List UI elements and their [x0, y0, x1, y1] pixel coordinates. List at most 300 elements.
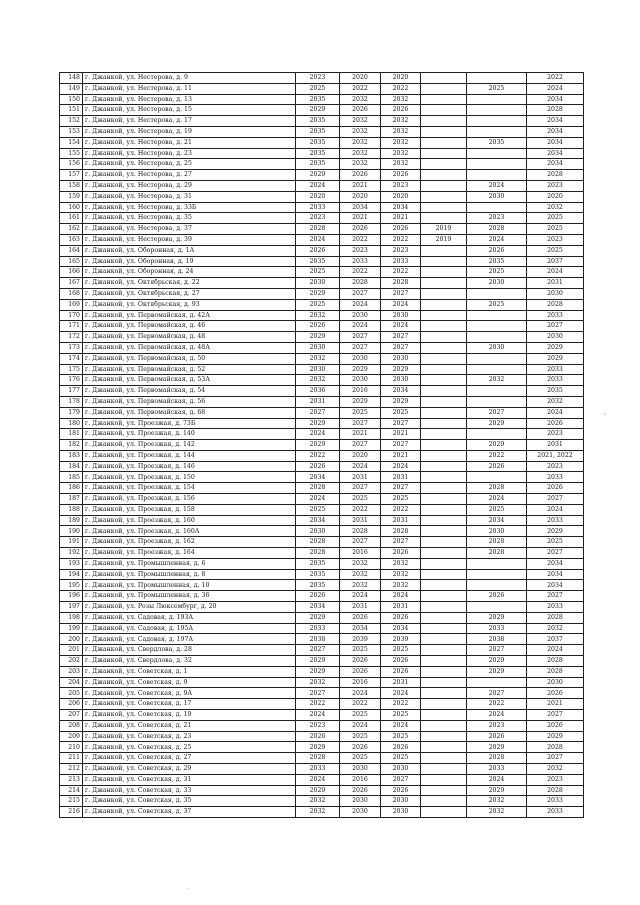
year-cell-6: 2034 [527, 159, 584, 170]
year-cell-3: 2026 [381, 742, 421, 753]
table-row [60, 677, 584, 688]
year-cell-3: 2024 [381, 461, 421, 472]
table-row [60, 224, 584, 235]
year-cell-5: 2027 [467, 407, 527, 418]
year-cell-5: 2023 [467, 213, 527, 224]
year-cell-2: 2029 [340, 364, 381, 375]
row-number-cell: 188 [60, 504, 83, 515]
year-cell-6: 2027 [527, 710, 584, 721]
table-row [60, 321, 584, 332]
year-cell-6: 2037 [527, 256, 584, 267]
year-cell-2: 2030 [340, 375, 381, 386]
row-number-cell: 161 [60, 213, 83, 224]
year-cell-6: 2027 [527, 753, 584, 764]
address-cell: г. Джанкой, ул. Нестерова, д. 13 [83, 94, 296, 105]
year-cell-6: 2023 [527, 234, 584, 245]
year-cell-2: 2032 [340, 569, 381, 580]
year-cell-2: 2021 [340, 429, 381, 440]
address-cell: г. Джанкой, ул. Проезжая, д. 156 [83, 494, 296, 505]
scan-mark: ' [604, 412, 606, 420]
address-cell: г. Джанкой, ул. Розы Люксембург, д. 20 [83, 602, 296, 613]
address-cell: г. Джанкой, ул. Садовая, д. 193А [83, 612, 296, 623]
year-cell-2: 2028 [340, 526, 381, 537]
year-cell-2: 2026 [340, 224, 381, 235]
row-number-cell: 183 [60, 450, 83, 461]
year-cell-6: 2033 [527, 807, 584, 818]
table-row [60, 591, 584, 602]
year-cell-5: 2032 [467, 807, 527, 818]
year-cell-2: 2022 [340, 504, 381, 515]
year-cell-6: 2020 [527, 191, 584, 202]
row-number-cell: 148 [60, 73, 83, 84]
year-cell-1: 2032 [296, 796, 340, 807]
address-cell: г. Джанкой, ул. Советская, д. 31 [83, 774, 296, 785]
address-cell: г. Джанкой, ул. Свердлова, д. 32 [83, 656, 296, 667]
table-row [60, 515, 584, 526]
year-cell-5 [467, 170, 527, 181]
year-cell-1: 2028 [296, 548, 340, 559]
year-cell-3: 2026 [381, 548, 421, 559]
address-cell: г. Джанкой, ул. Нестерова, д. 31 [83, 191, 296, 202]
address-cell: г. Джанкой, ул. Советская, д. 35 [83, 796, 296, 807]
year-cell-2: 2016 [340, 548, 381, 559]
year-cell-6: 2034 [527, 569, 584, 580]
table-row [60, 245, 584, 256]
year-cell-6: 2021, 2022 [527, 450, 584, 461]
year-cell-6: 2028 [527, 785, 584, 796]
address-cell: г. Джанкой, ул. Советская, д. 37 [83, 807, 296, 818]
row-number-cell: 182 [60, 440, 83, 451]
year-cell-3: 2024 [381, 321, 421, 332]
year-cell-3: 2026 [381, 105, 421, 116]
year-cell-3: 2034 [381, 623, 421, 634]
year-cell-1: 2032 [296, 375, 340, 386]
row-number-cell: 195 [60, 580, 83, 591]
table-row [60, 504, 584, 515]
year-cell-3: 2030 [381, 353, 421, 364]
address-cell: г. Джанкой, ул. Советская, д. 1 [83, 666, 296, 677]
year-cell-3: 2020 [381, 73, 421, 84]
year-cell-6: 2028 [527, 105, 584, 116]
address-cell: г. Джанкой, ул. Октябрьская, д. 27 [83, 288, 296, 299]
year-cell-5: 2033 [467, 623, 527, 634]
address-cell: г. Джанкой, ул. Проезжая, д. 73Б [83, 418, 296, 429]
year-cell-5: 2030 [467, 278, 527, 289]
year-cell-3: 2027 [381, 483, 421, 494]
year-cell-2: 2016 [340, 774, 381, 785]
year-cell-6: 2032 [527, 764, 584, 775]
year-cell-3: 2026 [381, 785, 421, 796]
year-cell-3: 2024 [381, 299, 421, 310]
year-cell-6: 2032 [527, 623, 584, 634]
year-cell-3: 2032 [381, 94, 421, 105]
year-cell-6: 2037 [527, 634, 584, 645]
row-number-cell: 198 [60, 612, 83, 623]
row-number-cell: 156 [60, 159, 83, 170]
year-cell-4 [421, 310, 467, 321]
year-cell-5 [467, 396, 527, 407]
year-cell-4 [421, 342, 467, 353]
year-cell-3: 2021 [381, 450, 421, 461]
year-cell-6: 2033 [527, 796, 584, 807]
year-cell-6: 2033 [527, 310, 584, 321]
year-cell-6: 2027 [527, 591, 584, 602]
year-cell-5: 2029 [467, 440, 527, 451]
table-row [60, 785, 584, 796]
year-cell-1: 2026 [296, 591, 340, 602]
year-cell-5: 2026 [467, 591, 527, 602]
year-cell-1: 2029 [296, 105, 340, 116]
year-cell-3: 2034 [381, 386, 421, 397]
year-cell-5: 2026 [467, 245, 527, 256]
year-cell-4 [421, 450, 467, 461]
row-number-cell: 152 [60, 116, 83, 127]
year-cell-3: 2033 [381, 256, 421, 267]
address-cell: г. Джанкой, ул. Промышленная, д. 10 [83, 580, 296, 591]
year-cell-2: 2016 [340, 386, 381, 397]
year-cell-2: 2021 [340, 180, 381, 191]
row-number-cell: 202 [60, 656, 83, 667]
address-cell: г. Джанкой, ул. Проезжая, д. 144 [83, 450, 296, 461]
year-cell-5 [467, 202, 527, 213]
table-row [60, 720, 584, 731]
year-cell-3: 2032 [381, 148, 421, 159]
year-cell-5: 2024 [467, 494, 527, 505]
row-number-cell: 197 [60, 602, 83, 613]
row-number-cell: 191 [60, 537, 83, 548]
year-cell-4 [421, 256, 467, 267]
table-row [60, 764, 584, 775]
year-cell-6: 2026 [527, 720, 584, 731]
year-cell-1: 2034 [296, 602, 340, 613]
year-cell-1: 2033 [296, 764, 340, 775]
table-row [60, 202, 584, 213]
year-cell-1: 2024 [296, 710, 340, 721]
row-number-cell: 214 [60, 785, 83, 796]
year-cell-1: 2031 [296, 396, 340, 407]
row-number-cell: 208 [60, 720, 83, 731]
year-cell-6: 2034 [527, 94, 584, 105]
table-row [60, 116, 584, 127]
year-cell-3: 2022 [381, 267, 421, 278]
row-number-cell: 207 [60, 710, 83, 721]
year-cell-6: 2028 [527, 612, 584, 623]
table-row [60, 548, 584, 559]
table-row [60, 364, 584, 375]
year-cell-1: 2035 [296, 569, 340, 580]
year-cell-1: 2033 [296, 202, 340, 213]
table-row [60, 623, 584, 634]
table-row [60, 396, 584, 407]
year-cell-4 [421, 548, 467, 559]
year-cell-4 [421, 94, 467, 105]
row-number-cell: 165 [60, 256, 83, 267]
year-cell-4 [421, 602, 467, 613]
year-cell-2: 2024 [340, 688, 381, 699]
year-cell-6: 2022 [527, 73, 584, 84]
row-number-cell: 171 [60, 321, 83, 332]
table-row [60, 796, 584, 807]
year-cell-5 [467, 321, 527, 332]
address-cell: г. Джанкой, ул. Нестерова, д. 35 [83, 213, 296, 224]
year-cell-3: 2024 [381, 591, 421, 602]
year-cell-6: 2033 [527, 472, 584, 483]
year-cell-6: 2030 [527, 677, 584, 688]
year-cell-3: 2032 [381, 137, 421, 148]
year-cell-4 [421, 753, 467, 764]
row-number-cell: 174 [60, 353, 83, 364]
row-number-cell: 158 [60, 180, 83, 191]
row-number-cell: 163 [60, 234, 83, 245]
year-cell-5: 2028 [467, 224, 527, 235]
year-cell-2: 2016 [340, 677, 381, 688]
year-cell-5: 2032 [467, 796, 527, 807]
row-number-cell: 164 [60, 245, 83, 256]
year-cell-5: 2027 [467, 688, 527, 699]
year-cell-3: 2030 [381, 310, 421, 321]
year-cell-6: 2034 [527, 137, 584, 148]
year-cell-3: 2022 [381, 699, 421, 710]
year-cell-4 [421, 612, 467, 623]
year-cell-2: 2027 [340, 332, 381, 343]
address-cell: г. Джанкой, ул. Проезжая, д. 158 [83, 504, 296, 515]
address-cell: г. Джанкой, ул. Нестерова, д. 15 [83, 105, 296, 116]
year-cell-5 [467, 558, 527, 569]
year-cell-6: 2033 [527, 515, 584, 526]
year-cell-1: 2029 [296, 170, 340, 181]
year-cell-5 [467, 288, 527, 299]
year-cell-1: 2022 [296, 450, 340, 461]
table-row [60, 105, 584, 116]
table-row [60, 213, 584, 224]
year-cell-5 [467, 148, 527, 159]
address-cell: г. Джанкой, ул. Нестерова, д. 11 [83, 83, 296, 94]
year-cell-4 [421, 688, 467, 699]
year-cell-4 [421, 332, 467, 343]
row-number-cell: 205 [60, 688, 83, 699]
year-cell-5 [467, 73, 527, 84]
table-row [60, 537, 584, 548]
year-cell-6: 2032 [527, 396, 584, 407]
year-cell-5: 2028 [467, 548, 527, 559]
year-cell-4 [421, 396, 467, 407]
row-number-cell: 169 [60, 299, 83, 310]
year-cell-2: 2022 [340, 699, 381, 710]
year-cell-1: 2026 [296, 461, 340, 472]
year-cell-5 [467, 94, 527, 105]
year-cell-2: 2021 [340, 213, 381, 224]
row-number-cell: 204 [60, 677, 83, 688]
year-cell-4 [421, 774, 467, 785]
year-cell-4 [421, 170, 467, 181]
year-cell-1: 2029 [296, 785, 340, 796]
year-cell-4 [421, 126, 467, 137]
row-number-cell: 154 [60, 137, 83, 148]
row-number-cell: 149 [60, 83, 83, 94]
year-cell-4 [421, 105, 467, 116]
year-cell-4 [421, 386, 467, 397]
row-number-cell: 151 [60, 105, 83, 116]
year-cell-4 [421, 656, 467, 667]
year-cell-6: 2034 [527, 558, 584, 569]
year-cell-3: 2027 [381, 288, 421, 299]
year-cell-5 [467, 602, 527, 613]
year-cell-2: 2032 [340, 137, 381, 148]
year-cell-2: 2023 [340, 245, 381, 256]
year-cell-4 [421, 191, 467, 202]
year-cell-5: 2035 [467, 256, 527, 267]
address-cell: г. Джанкой, ул. Советская, д. 17 [83, 699, 296, 710]
row-number-cell: 196 [60, 591, 83, 602]
year-cell-2: 2026 [340, 785, 381, 796]
year-cell-6: 2027 [527, 494, 584, 505]
year-cell-6: 2029 [527, 342, 584, 353]
year-cell-4 [421, 73, 467, 84]
year-cell-3: 2031 [381, 602, 421, 613]
year-cell-4 [421, 796, 467, 807]
table-row [60, 332, 584, 343]
table-row [60, 353, 584, 364]
year-cell-2: 2025 [340, 407, 381, 418]
table-row [60, 731, 584, 742]
year-cell-4 [421, 483, 467, 494]
year-cell-4 [421, 440, 467, 451]
row-number-cell: 155 [60, 148, 83, 159]
row-number-cell: 184 [60, 461, 83, 472]
year-cell-4 [421, 375, 467, 386]
year-cell-5 [467, 310, 527, 321]
year-cell-4 [421, 418, 467, 429]
row-number-cell: 192 [60, 548, 83, 559]
year-cell-6: 2028 [527, 656, 584, 667]
table-row [60, 569, 584, 580]
row-number-cell: 203 [60, 666, 83, 677]
year-cell-1: 2025 [296, 299, 340, 310]
year-cell-3: 2027 [381, 418, 421, 429]
table-row [60, 137, 584, 148]
row-number-cell: 170 [60, 310, 83, 321]
table-row [60, 526, 584, 537]
year-cell-2: 2034 [340, 623, 381, 634]
year-cell-2: 2025 [340, 753, 381, 764]
year-cell-3: 2027 [381, 537, 421, 548]
year-cell-1: 2027 [296, 407, 340, 418]
year-cell-3: 2026 [381, 170, 421, 181]
year-cell-3: 2031 [381, 515, 421, 526]
year-cell-4 [421, 537, 467, 548]
year-cell-1: 2025 [296, 504, 340, 515]
year-cell-5 [467, 364, 527, 375]
year-cell-6: 2027 [527, 548, 584, 559]
row-number-cell: 194 [60, 569, 83, 580]
year-cell-2: 2033 [340, 256, 381, 267]
year-cell-2: 2025 [340, 494, 381, 505]
address-cell: г. Джанкой, ул. Проезжая, д. 160 [83, 515, 296, 526]
row-number-cell: 187 [60, 494, 83, 505]
year-cell-6: 2034 [527, 148, 584, 159]
year-cell-2: 2026 [340, 170, 381, 181]
year-cell-6: 2029 [527, 526, 584, 537]
year-cell-6: 2033 [527, 602, 584, 613]
year-cell-1: 2028 [296, 224, 340, 235]
year-cell-5: 2024 [467, 710, 527, 721]
year-cell-2: 2020 [340, 73, 381, 84]
year-cell-1: 2029 [296, 656, 340, 667]
year-cell-6: 2033 [527, 375, 584, 386]
row-number-cell: 173 [60, 342, 83, 353]
address-cell: г. Джанкой, ул. Советская, д. 23 [83, 731, 296, 742]
address-cell: г. Джанкой, ул. Нестерова, д. 39 [83, 234, 296, 245]
year-cell-3: 2030 [381, 807, 421, 818]
row-number-cell: 215 [60, 796, 83, 807]
year-cell-4 [421, 634, 467, 645]
year-cell-5: 2026 [467, 461, 527, 472]
year-cell-2: 2024 [340, 299, 381, 310]
year-cell-5: 2030 [467, 342, 527, 353]
table-row [60, 612, 584, 623]
table-row [60, 180, 584, 191]
year-cell-2: 2030 [340, 796, 381, 807]
year-cell-3: 2026 [381, 656, 421, 667]
year-cell-6: 2024 [527, 407, 584, 418]
year-cell-5 [467, 353, 527, 364]
year-cell-3: 2020 [381, 191, 421, 202]
year-cell-1: 2029 [296, 440, 340, 451]
year-cell-2: 2039 [340, 634, 381, 645]
year-cell-4 [421, 666, 467, 677]
year-cell-6: 2034 [527, 126, 584, 137]
year-cell-3: 2025 [381, 710, 421, 721]
year-cell-6: 2026 [527, 688, 584, 699]
year-cell-5: 2029 [467, 785, 527, 796]
year-cell-1: 2032 [296, 310, 340, 321]
table-row [60, 645, 584, 656]
year-cell-4 [421, 180, 467, 191]
year-cell-1: 2030 [296, 342, 340, 353]
year-cell-4 [421, 83, 467, 94]
address-cell: г. Джанкой, ул. Первомайская, д. 48 [83, 332, 296, 343]
year-cell-1: 2025 [296, 83, 340, 94]
year-cell-2: 2032 [340, 126, 381, 137]
address-cell: г. Джанкой, ул. Проезжая, д. 164 [83, 548, 296, 559]
year-cell-6: 2025 [527, 224, 584, 235]
row-number-cell: 168 [60, 288, 83, 299]
year-cell-1: 2032 [296, 677, 340, 688]
year-cell-1: 2035 [296, 558, 340, 569]
year-cell-2: 2027 [340, 537, 381, 548]
year-cell-5: 2023 [467, 720, 527, 731]
year-cell-4 [421, 202, 467, 213]
year-cell-3: 2029 [381, 396, 421, 407]
row-number-cell: 180 [60, 418, 83, 429]
year-cell-6: 2021 [527, 699, 584, 710]
year-cell-4 [421, 472, 467, 483]
row-number-cell: 176 [60, 375, 83, 386]
address-cell: г. Джанкой, ул. Проезжая, д. 146 [83, 461, 296, 472]
year-cell-6: 2025 [527, 213, 584, 224]
year-cell-6: 2023 [527, 774, 584, 785]
table-row [60, 450, 584, 461]
year-cell-4 [421, 785, 467, 796]
address-cell: г. Джанкой, ул. Первомайская, д. 56 [83, 396, 296, 407]
year-cell-4 [421, 364, 467, 375]
year-cell-2: 2025 [340, 710, 381, 721]
year-cell-4 [421, 116, 467, 127]
year-cell-1: 2032 [296, 353, 340, 364]
year-cell-1: 2023 [296, 73, 340, 84]
row-number-cell: 178 [60, 396, 83, 407]
year-cell-6: 2028 [527, 170, 584, 181]
